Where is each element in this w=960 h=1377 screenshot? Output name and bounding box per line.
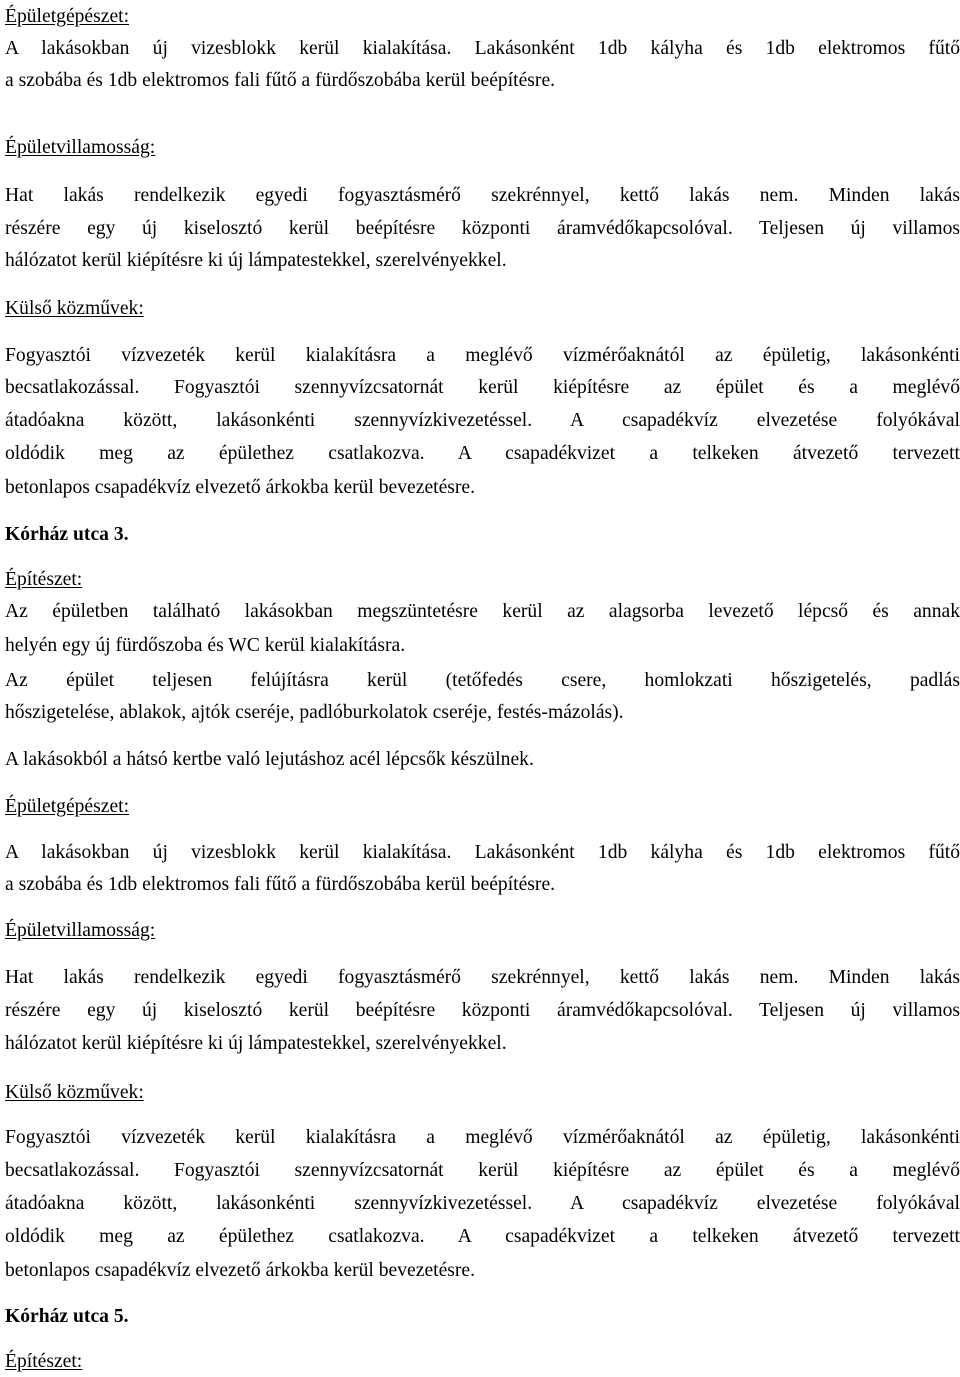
villamossag-text-line: hálózatot kerül kiépítésre ki új lámpatestekkel, szerelvényekkel. [5,250,507,271]
villamossag-heading: Épületvillamosság: [5,920,156,941]
epiteszet-heading: Építészet: [5,1351,83,1372]
kozmuvek-text-line: betonlapos csapadékvíz elvezető árkokba kerül bevezetésre. [5,1260,476,1281]
kozmuvek-text-line: becsatlakozással. Fogyasztói szennyvízcsatornát kerül kiépítésre az épület és a meglévő [5,1160,960,1181]
epiteszet-text-line: A lakásokból a hátsó kertbe való lejutáshoz acél lépcsők készülnek. [5,749,534,770]
kozmuvek-text-line: Fogyasztói vízvezeték kerül kialakításra a meglévő vízmérőaknától az épületig, lakásonkénti [5,1127,960,1148]
villamossag-text-line: Hat lakás rendelkezik egyedi fogyasztásmérő szekrénnyel, kettő lakás nem. Minden lakás [5,967,960,988]
villamossag-text-line: részére egy új kiselosztó kerül beépítésre központi áramvédőkapcsolóval. Teljesen új villamos [5,1000,960,1021]
villamossag-text-line: hálózatot kerül kiépítésre ki új lámpatestekkel, szerelvényekkel. [5,1033,507,1054]
epuletgepeszet-text-line: a szobába és 1db elektromos fali fűtő a fürdőszobába kerül beépítésre. [5,70,556,91]
kozmuvek-text-line: becsatlakozással. Fogyasztói szennyvízcsatornát kerül kiépítésre az épület és a meglévő [5,377,960,398]
epiteszet-text-line: Az épület teljesen felújításra kerül (tetőfedés csere, homlokzati hőszigetelés, padlás [5,670,960,691]
villamossag-text-line: részére egy új kiselosztó kerül beépítésre központi áramvédőkapcsolóval. Teljesen új villamos [5,218,960,239]
kozmuvek-heading: Külső közművek: [5,1082,144,1103]
kozmuvek-text-line: oldódik meg az épülethez csatlakozva. A csapadékvizet a telkeken átvezető tervezett [5,443,960,464]
epuletgepeszet-text-line: a szobába és 1db elektromos fali fűtő a fürdőszobába kerül beépítésre. [5,874,556,895]
kozmuvek-text-line: átadóakna között, lakásonkénti szennyvízkivezetéssel. A csapadékvíz elvezetése folyókával [5,410,960,431]
epuletgepeszet-text-line: A lakásokban új vizesblokk kerül kialakítása. Lakásonként 1db kályha és 1db elektromos fűtő [5,38,960,59]
kozmuvek-heading: Külső közművek: [5,298,144,319]
epuletgepeszet-heading: Épületgépészet: [5,6,130,27]
section-title: Kórház utca 5. [5,1306,129,1327]
epuletgepeszet-text-line: A lakásokban új vizesblokk kerül kialakítása. Lakásonként 1db kályha és 1db elektromos fűtő [5,842,960,863]
epuletgepeszet-heading: Épületgépészet: [5,796,130,817]
villamossag-heading: Épületvillamosság: [5,137,156,158]
section-title: Kórház utca 3. [5,524,129,545]
epiteszet-heading: Építészet: [5,569,83,590]
kozmuvek-text-line: Fogyasztói vízvezeték kerül kialakításra a meglévő vízmérőaknától az épületig, lakásonkénti [5,345,960,366]
epiteszet-text-line: helyén egy új fürdőszoba és WC kerül kialakításra. [5,635,406,656]
epiteszet-text-line: hőszigetelése, ablakok, ajtók cseréje, padlóburkolatok cseréje, festés-mázolás). [5,702,624,723]
kozmuvek-text-line: betonlapos csapadékvíz elvezető árkokba kerül bevezetésre. [5,477,476,498]
villamossag-text-line: Hat lakás rendelkezik egyedi fogyasztásmérő szekrénnyel, kettő lakás nem. Minden lakás [5,185,960,206]
kozmuvek-text-line: oldódik meg az épülethez csatlakozva. A csapadékvizet a telkeken átvezető tervezett [5,1226,960,1247]
kozmuvek-text-line: átadóakna között, lakásonkénti szennyvízkivezetéssel. A csapadékvíz elvezetése folyókával [5,1193,960,1214]
epiteszet-text-line: Az épületben található lakásokban megszüntetésre kerül az alagsorba levezető lépcső és annak [5,601,960,622]
